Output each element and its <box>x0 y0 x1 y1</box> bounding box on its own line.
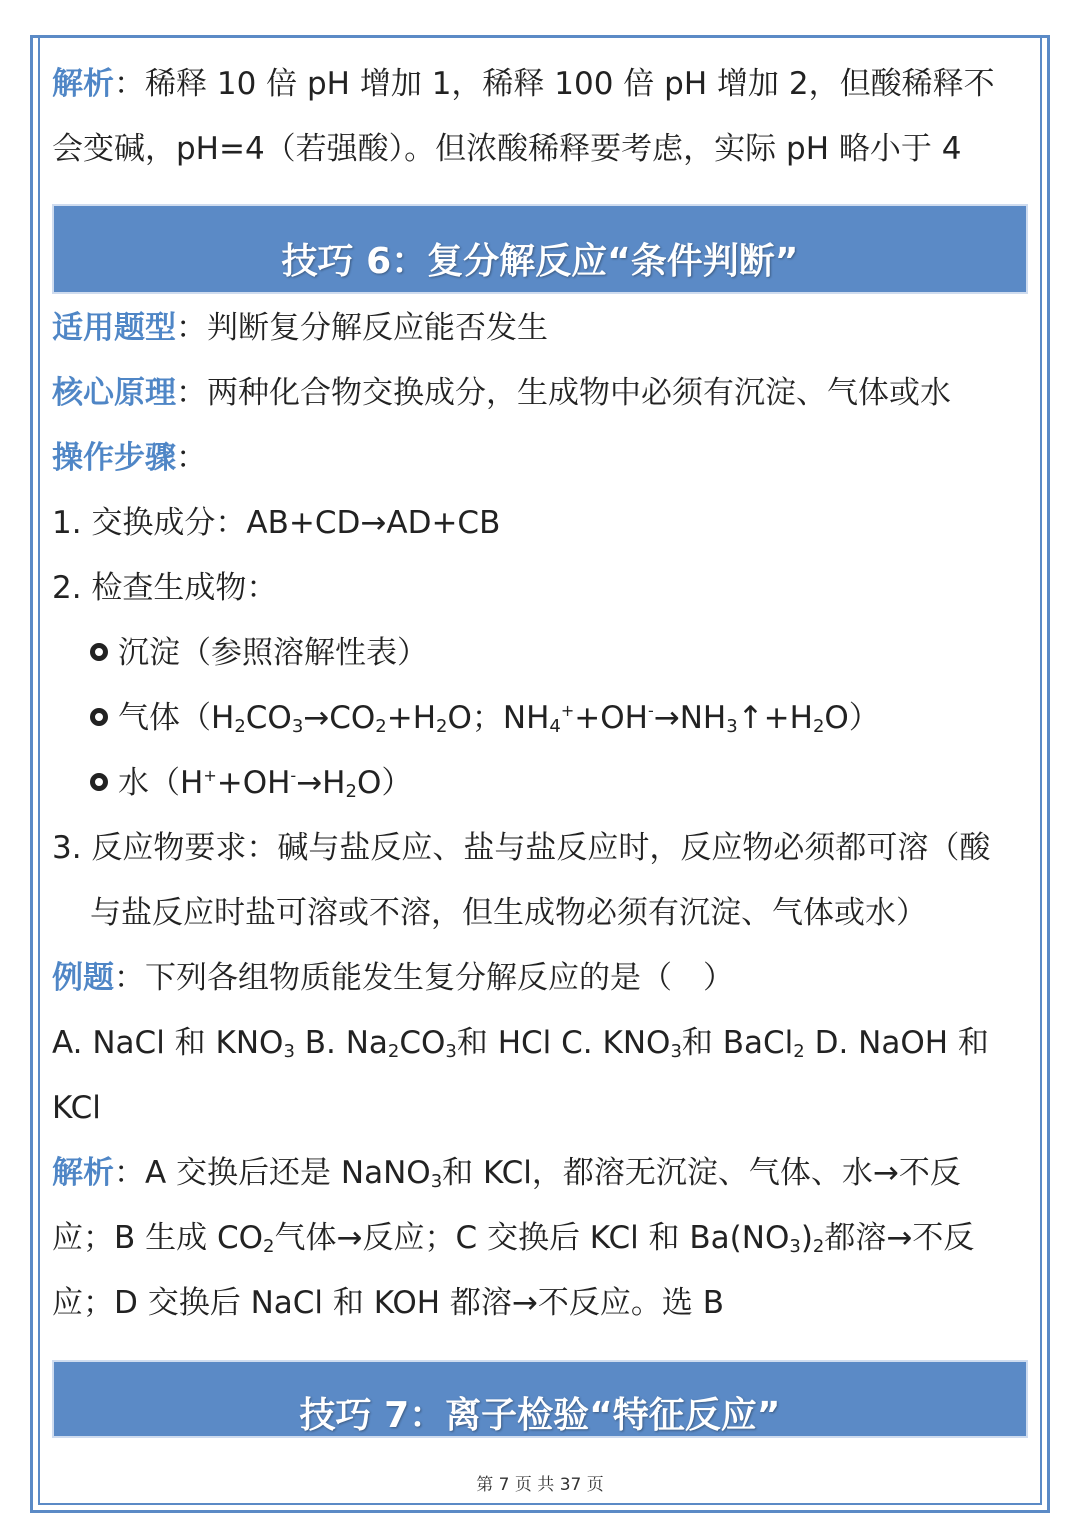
example-label: 例题 <box>52 960 114 996</box>
section7-banner <box>52 1360 1028 1438</box>
step-1: 1. 交换成分：AB+CD→AD+CB <box>52 505 501 541</box>
section6-banner <box>52 204 1028 294</box>
analysis-label: 解析 <box>52 66 114 102</box>
principle-line: 核心原理：两种化合物交换成分，生成物中必须有沉淀、气体或水 <box>52 375 951 411</box>
options-line-2: KCl <box>52 1090 101 1126</box>
bullet-gas: 气体（$H_2CO_3\to CO_2+H_2O$；$NH_4^++OH^-\to NH_3↑+H_2O$） <box>52 686 1032 751</box>
section7-title: 技巧 7：离子检验“特征反应” <box>299 1395 781 1436</box>
circle-bullet-icon <box>90 773 108 791</box>
example-line: 例题：下列各组物质能发生复分解反应的是（ ） <box>52 960 734 996</box>
applicable-label: 适用题型 <box>52 310 176 346</box>
section6-title: 技巧 6：复分解反应“条件判断” <box>281 241 799 282</box>
bullet-water: 水$(H^++OH^-\to H_2O)$ <box>52 751 1032 816</box>
circle-bullet-icon <box>90 643 108 661</box>
solution-line-3: 应；D 交换后 NaCl 和 KOH 都溶→不反应。选 B <box>52 1285 725 1321</box>
section6-body <box>52 296 1032 1336</box>
analysis-line-2: 会变碱，pH=4（若强酸）。但浓酸稀释要考虑，实际 pH 略小于 4 <box>52 131 962 167</box>
circle-bullet-icon <box>90 708 108 726</box>
step-3-line-1: 3. 反应物要求：碱与盐反应、盐与盐反应时，反应物必须都可溶（酸 <box>52 830 991 866</box>
solution-line-1: 解析：A 交换后还是 NaNO$_3$和 KCl，都溶无沉淀、气体、水→不反 <box>52 1155 961 1192</box>
analysis-line-1: 解析：稀释 10 倍 pH 增加 1，稀释 100 倍 pH 增加 2，但酸稀释不 <box>52 66 995 102</box>
bullet-precipitate: 沉淀（参照溶解性表） <box>52 621 1032 686</box>
step-3-line-2: 与盐反应时盐可溶或不溶，但生成物必须有沉淀、气体或水） <box>90 895 927 931</box>
steps-label: 操作步骤 <box>52 440 176 476</box>
applicable-line: 适用题型：判断复分解反应能否发生 <box>52 310 548 346</box>
solution-line-2: 应；B 生成 $CO_2$气体→反应；C 交换后 KCl 和 $Ba(NO_3)_2$都溶→不反 <box>52 1220 975 1257</box>
top-analysis <box>52 52 1032 182</box>
principle-label: 核心原理 <box>52 375 176 411</box>
options-line-1: A. NaCl 和 $KNO_3$ B. $Na_2CO_3$和 HCl C. $KNO_3$和 BaCl$_2$ D. NaOH 和 <box>52 1025 989 1062</box>
steps-heading: 操作步骤： <box>52 440 207 476</box>
step-2: 2. 检查生成物： <box>52 570 278 606</box>
page-footer: 第 7 页 共 37 页 <box>476 1475 604 1495</box>
solution-label: 解析 <box>52 1155 114 1191</box>
